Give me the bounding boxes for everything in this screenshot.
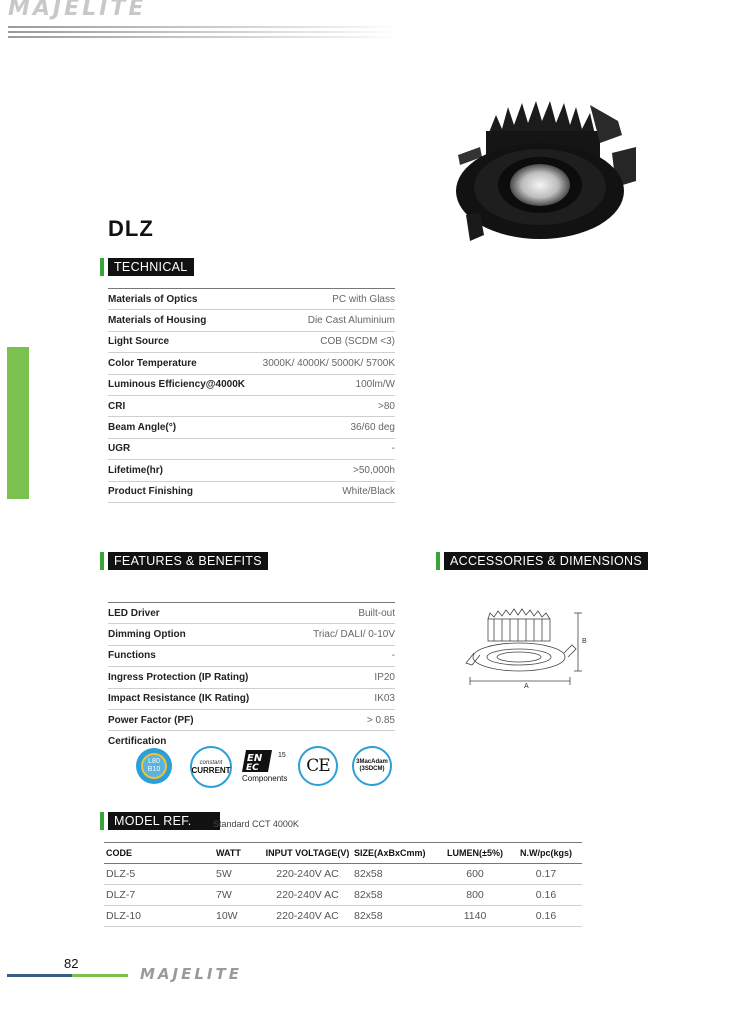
spec-row bbox=[108, 375, 395, 396]
current-label: CURRENT bbox=[191, 765, 231, 775]
spec-label: LED Driver bbox=[108, 607, 160, 619]
features-heading bbox=[100, 552, 268, 570]
spec-row bbox=[108, 310, 395, 331]
spec-row bbox=[108, 396, 395, 417]
accessories-heading bbox=[436, 552, 648, 570]
spec-row bbox=[108, 624, 395, 645]
spec-label: Impact Resistance (IK Rating) bbox=[108, 693, 250, 705]
technical-heading bbox=[100, 258, 194, 276]
spec-label: Ingress Protection (IP Rating) bbox=[108, 671, 249, 683]
svg-text:EC: EC bbox=[246, 763, 259, 773]
spec-row bbox=[108, 460, 395, 481]
col-watt: WATT bbox=[216, 848, 241, 858]
macadam-label: 3MacAdam (3SDCM) bbox=[356, 759, 388, 772]
spec-value: PC with Glass bbox=[332, 293, 395, 305]
page-number: 82 bbox=[64, 956, 79, 971]
accessories-heading-label: ACCESSORIES & DIMENSIONS bbox=[444, 552, 648, 570]
cell-voltage: 220-240V AC bbox=[276, 889, 339, 901]
spec-label: Materials of Housing bbox=[108, 315, 207, 327]
col-weight: N.W/pc(kgs) bbox=[519, 848, 572, 858]
spec-row bbox=[108, 646, 395, 667]
features-table bbox=[108, 602, 395, 752]
col-lumen: LUMEN(±5%) bbox=[447, 848, 503, 858]
spec-value: > 0.85 bbox=[366, 714, 395, 726]
technical-heading-label: TECHNICAL bbox=[108, 258, 194, 276]
features-heading-label: FEATURES & BENEFITS bbox=[108, 552, 268, 570]
spec-label: Certification bbox=[108, 736, 167, 748]
cell-lumen: 600 bbox=[466, 868, 484, 880]
spec-label: Dimming Option bbox=[108, 629, 186, 641]
cell-code: DLZ-10 bbox=[106, 910, 142, 922]
header-rule bbox=[8, 26, 398, 41]
spec-value: Die Cast Aluminium bbox=[307, 315, 395, 327]
spec-value: >50,000h bbox=[353, 464, 395, 476]
cell-weight: 0.16 bbox=[535, 910, 557, 922]
model-heading bbox=[100, 812, 220, 830]
spec-label: Color Temperature bbox=[108, 357, 197, 369]
cell-voltage: 220-240V AC bbox=[276, 868, 339, 880]
cell-lumen: 800 bbox=[466, 889, 484, 901]
col-size: SIZE(AxBxCmm) bbox=[354, 848, 426, 858]
spec-value: COB (SCDM <3) bbox=[320, 336, 395, 348]
cell-voltage: 220-240V AC bbox=[276, 910, 339, 922]
spec-label: Luminous Efficiency@4000K bbox=[108, 379, 246, 391]
spec-label: Power Factor (PF) bbox=[108, 714, 194, 726]
model-heading-label: MODEL REF. bbox=[108, 812, 220, 830]
cell-weight: 0.16 bbox=[535, 889, 557, 901]
spec-label: Lifetime(hr) bbox=[108, 464, 163, 476]
cell-size: 82x58 bbox=[354, 868, 383, 880]
enec-number: 15 bbox=[278, 752, 286, 759]
spec-value: 100lm/W bbox=[355, 379, 395, 391]
side-accent-bar bbox=[7, 347, 29, 499]
spec-row bbox=[108, 353, 395, 374]
enec-mark-icon bbox=[242, 748, 276, 774]
brand-logo-top: MAJELITE bbox=[8, 0, 147, 21]
spec-value: - bbox=[391, 443, 395, 455]
spec-row bbox=[108, 710, 395, 731]
cell-watt: 10W bbox=[216, 910, 238, 922]
spec-value: Triac/ DALI/ 0-10V bbox=[313, 629, 395, 641]
cell-code: DLZ-5 bbox=[106, 868, 136, 880]
spec-label: Light Source bbox=[108, 336, 170, 348]
spec-row bbox=[108, 482, 395, 503]
spec-value: - bbox=[391, 650, 395, 662]
cell-lumen: 1140 bbox=[463, 910, 487, 922]
l80-label: L80 B10 bbox=[141, 753, 167, 779]
dimension-a-label: A bbox=[524, 683, 529, 690]
brand-logo-footer: MAJELITE bbox=[140, 965, 242, 983]
spec-row bbox=[108, 289, 395, 310]
macadam-icon bbox=[352, 746, 392, 786]
cell-size: 82x58 bbox=[354, 910, 383, 922]
cell-size: 82x58 bbox=[354, 889, 383, 901]
spec-label: Product Finishing bbox=[108, 486, 193, 498]
model-table bbox=[104, 842, 582, 927]
cell-weight: 0.17 bbox=[535, 868, 557, 880]
cell-watt: 7W bbox=[216, 889, 232, 901]
spec-row bbox=[108, 667, 395, 688]
certification-icons bbox=[136, 744, 396, 788]
spec-row bbox=[108, 417, 395, 438]
table-row bbox=[104, 864, 582, 885]
constant-label: constant bbox=[199, 759, 223, 766]
spec-label: UGR bbox=[108, 443, 131, 455]
spec-value: 36/60 deg bbox=[350, 422, 395, 434]
spec-value: White/Black bbox=[342, 486, 395, 498]
spec-row bbox=[108, 332, 395, 353]
dimension-b-label: B bbox=[582, 638, 587, 645]
spec-value: IK03 bbox=[374, 693, 395, 705]
spec-label: CRI bbox=[108, 400, 126, 412]
svg-text:EN: EN bbox=[247, 753, 263, 764]
dimension-drawing bbox=[460, 605, 600, 690]
spec-value: Built-out bbox=[358, 607, 395, 619]
spec-label: Functions bbox=[108, 650, 156, 662]
footer-rule-green bbox=[72, 974, 128, 977]
table-row bbox=[104, 906, 582, 927]
table-row bbox=[104, 885, 582, 906]
product-title: DLZ bbox=[108, 216, 154, 241]
enec-icon bbox=[242, 744, 292, 788]
footer-rule-blue bbox=[7, 974, 72, 977]
l80-b10-icon bbox=[136, 748, 172, 784]
spec-row bbox=[108, 603, 395, 624]
spec-label: Beam Angle(°) bbox=[108, 422, 177, 434]
product-photo bbox=[440, 95, 640, 255]
model-table-header bbox=[104, 842, 582, 864]
enec-caption: Components bbox=[242, 774, 288, 783]
ce-icon bbox=[298, 746, 338, 786]
col-code: CODE bbox=[106, 848, 133, 858]
cell-watt: 5W bbox=[216, 868, 232, 880]
spec-row bbox=[108, 439, 395, 460]
spec-row bbox=[108, 689, 395, 710]
model-note: Standard CCT 4000K bbox=[213, 819, 299, 829]
spec-value: 3000K/ 4000K/ 5000K/ 5700K bbox=[262, 357, 395, 369]
constant-current-icon bbox=[190, 746, 232, 788]
technical-table bbox=[108, 288, 395, 503]
spec-value: >80 bbox=[378, 400, 395, 412]
spec-label: Materials of Optics bbox=[108, 293, 198, 305]
spec-value: IP20 bbox=[374, 671, 395, 683]
ce-label: CE bbox=[306, 756, 330, 776]
col-voltage: INPUT VOLTAGE(V) bbox=[265, 848, 350, 858]
cell-code: DLZ-7 bbox=[106, 889, 136, 901]
